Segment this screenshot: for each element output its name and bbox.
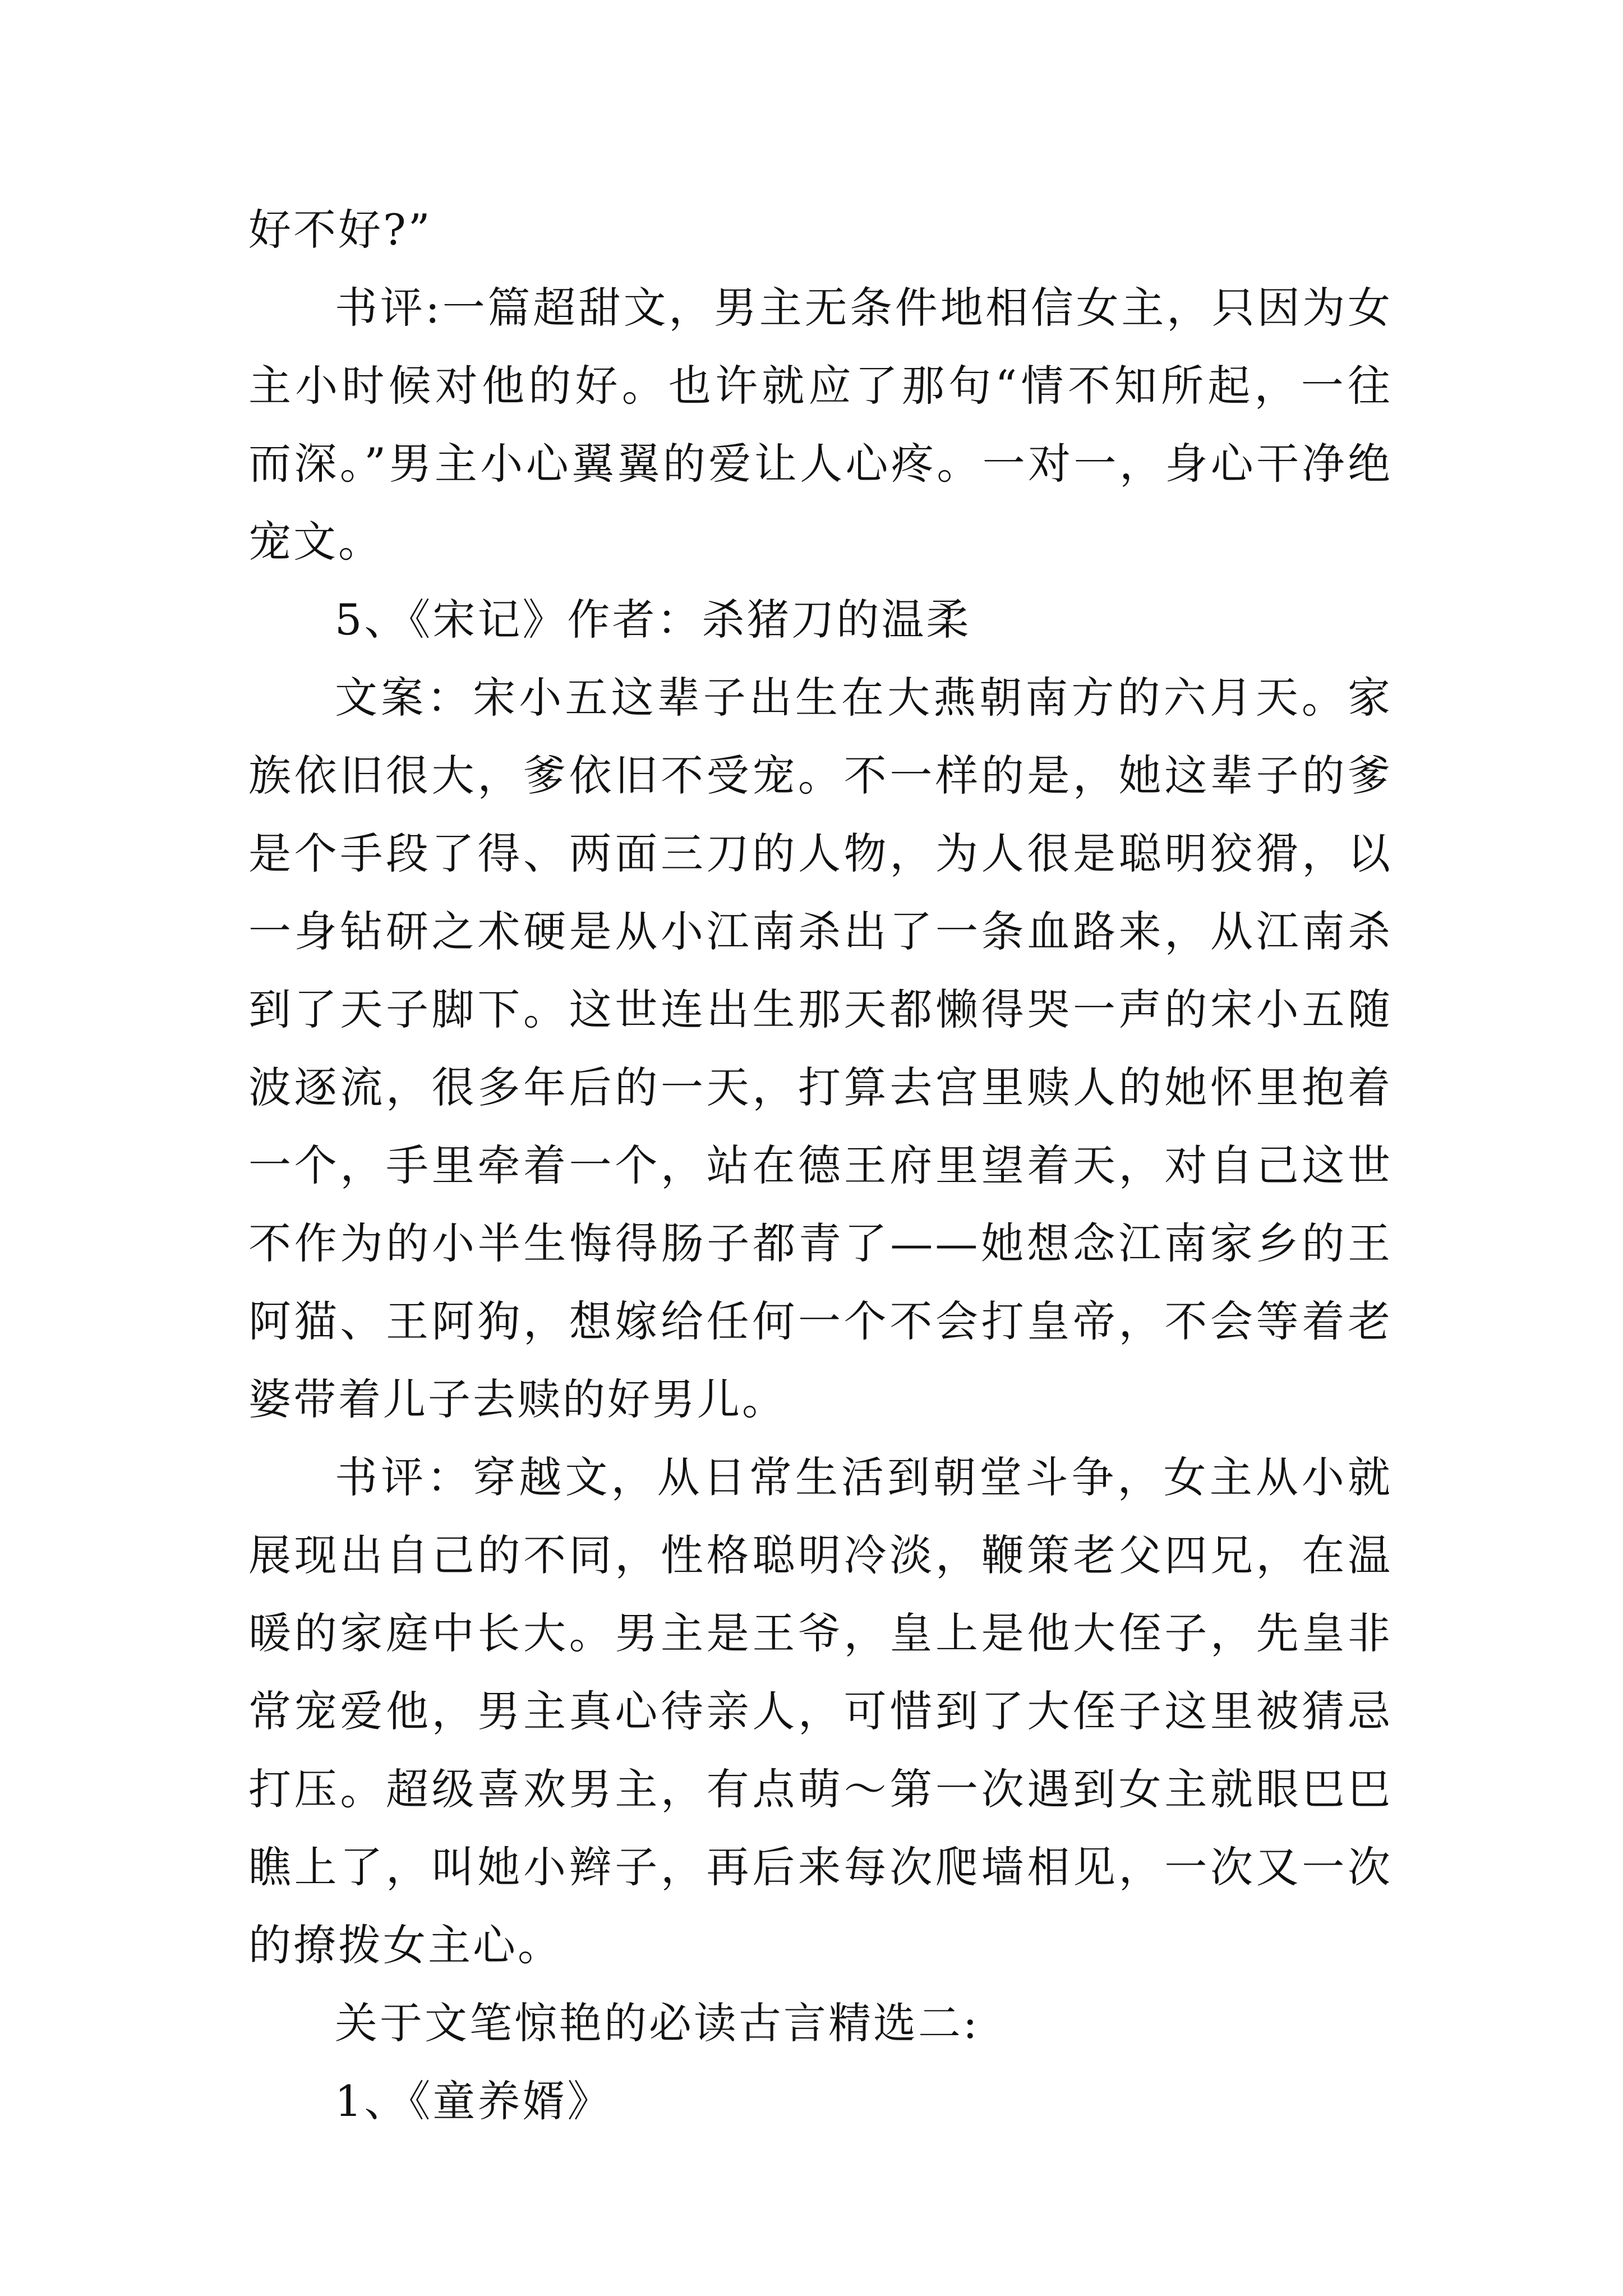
paragraph-continuation: 好不好?”	[248, 205, 432, 255]
paragraph-book-title: 5、《宋记》作者：杀猪刀的温柔	[335, 595, 971, 645]
body-text	[248, 191, 1393, 2140]
paragraph-review-1: 书评:一篇超甜文，男主无条件地相信女主，只因为女主小时候对他的好。也许就应了那句“情不知所起，一往而深。”男主小心翼翼的爱让人心疼。一对一，身心干净绝宠文。	[248, 283, 1393, 567]
paragraph-book-title-2: 1、《童养婿》	[335, 2076, 612, 2126]
paragraph-review-2: 书评：穿越文，从日常生活到朝堂斗争，女主从小就展现出自己的不同，性格聪明冷淡，鞭策老父四兄，在温暖的家庭中长大。男主是王爷，皇上是他大侄子，先皇非常宠爱他，男主真心待亲人，可惜到了大侄子这里被猜忌打压。超级喜欢男主，有点萌～第一次遇到女主就眼巴巴瞧上了，叫她小辫子，再后来每次爬墙相见，一次又一次的撩拨女主心。	[248, 1452, 1393, 1970]
paragraph-section-heading: 关于文笔惊艳的必读古言精选二:	[335, 1998, 980, 2048]
paragraph-synopsis: 文案：宋小五这辈子出生在大燕朝南方的六月天。家族依旧很大，爹依旧不受宠。不一样的是，她这辈子的爹是个手段了得、两面三刀的人物，为人很是聪明狡猾，以一身钻研之术硬是从小江南杀出了一条血路来，从江南杀到了天子脚下。这世连出生那天都懒得哭一声的宋小五随波逐流，很多年后的一天，打算去宫里赎人的她怀里抱着一个，手里牵着一个，站在德王府里望着天，对自己这世不作为的小半生悔得肠子都青了——她想念江南家乡的王阿猫、王阿狗，想嫁给任何一个不会打皇帝，不会等着老婆带着儿子去赎的好男儿。	[248, 673, 1393, 1424]
